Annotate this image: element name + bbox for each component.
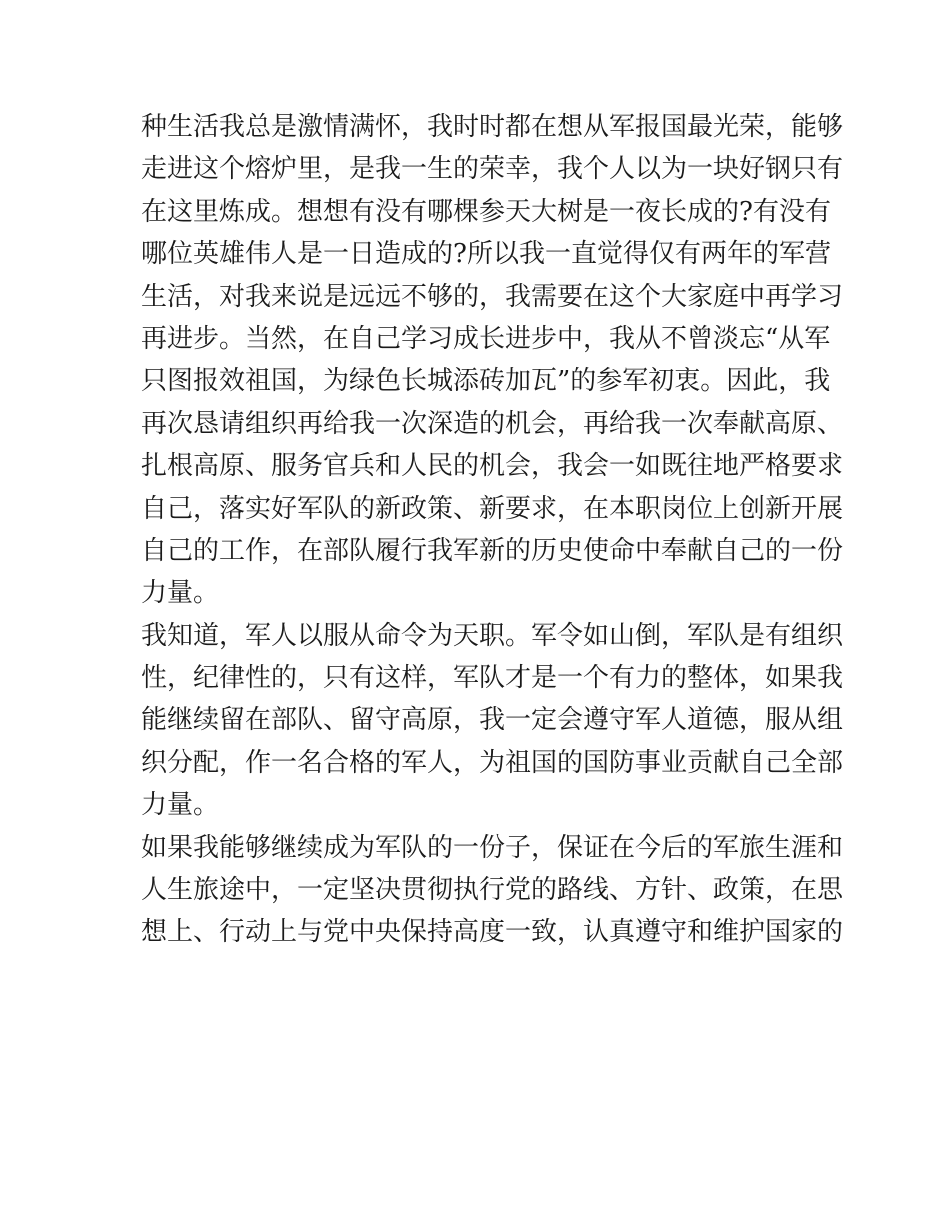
text-line: 种生活我总是激情满怀，我时时都在想从军报国最光荣，能够 [141,112,844,142]
text-line: 再次恳请组织再给我一次深造的机会，再给我一次奉献高原、 [141,408,844,439]
text-line: 走进这个熔炉里，是我一生的荣幸，我个人以为一块好钢只有 [141,154,844,185]
document-body [141,106,844,954]
text-line: 织分配，作一名合格的军人，为祖国的国防事业贡献自己全部 [141,747,844,778]
paragraph-2 [141,615,844,827]
text-line: 哪位英雄伟人是一日造成的?所以我一直觉得仅有两年的军营 [141,239,831,270]
text-line: 自己，落实好军队的新政策、新要求，在本职岗位上创新开展 [141,493,844,524]
text-line: 如果我能够继续成为军队的一份子，保证在今后的军旅生涯和 [141,832,844,863]
paragraph-3 [141,827,844,954]
text-line: 想上、行动上与党中央保持高度一致，认真遵守和维护国家的 [141,917,844,948]
paragraph-1 [141,106,844,615]
text-line: 自己的工作，在部队履行我军新的历史使命中奉献自己的一份 [141,535,844,566]
text-line: 力量。 [141,790,220,821]
text-line: 力量。 [141,578,220,609]
text-line: 在这里炼成。想想有没有哪棵参天大树是一夜长成的?有没有 [141,196,831,227]
text-line: 人生旅途中，一定坚决贯彻执行党的路线、方针、政策，在思 [141,875,844,906]
text-line: 性，纪律性的，只有这样，军队才是一个有力的整体，如果我 [141,663,844,694]
text-line: 生活，对我来说是远远不够的，我需要在这个大家庭中再学习 [141,281,844,312]
text-line: 只图报效祖国，为绿色长城添砖加瓦”的参军初衷。因此，我 [141,366,831,397]
text-line: 扎根高原、服务官兵和人民的机会，我会一如既往地严格要求 [141,451,844,482]
text-line: 我知道，军人以服从命令为天职。军令如山倒，军队是有组织 [141,620,844,651]
text-line: 再进步。当然，在自己学习成长进步中，我从不曾淡忘“从军 [141,323,831,354]
text-line: 能继续留在部队、留守高原，我一定会遵守军人道德，服从组 [141,705,844,736]
